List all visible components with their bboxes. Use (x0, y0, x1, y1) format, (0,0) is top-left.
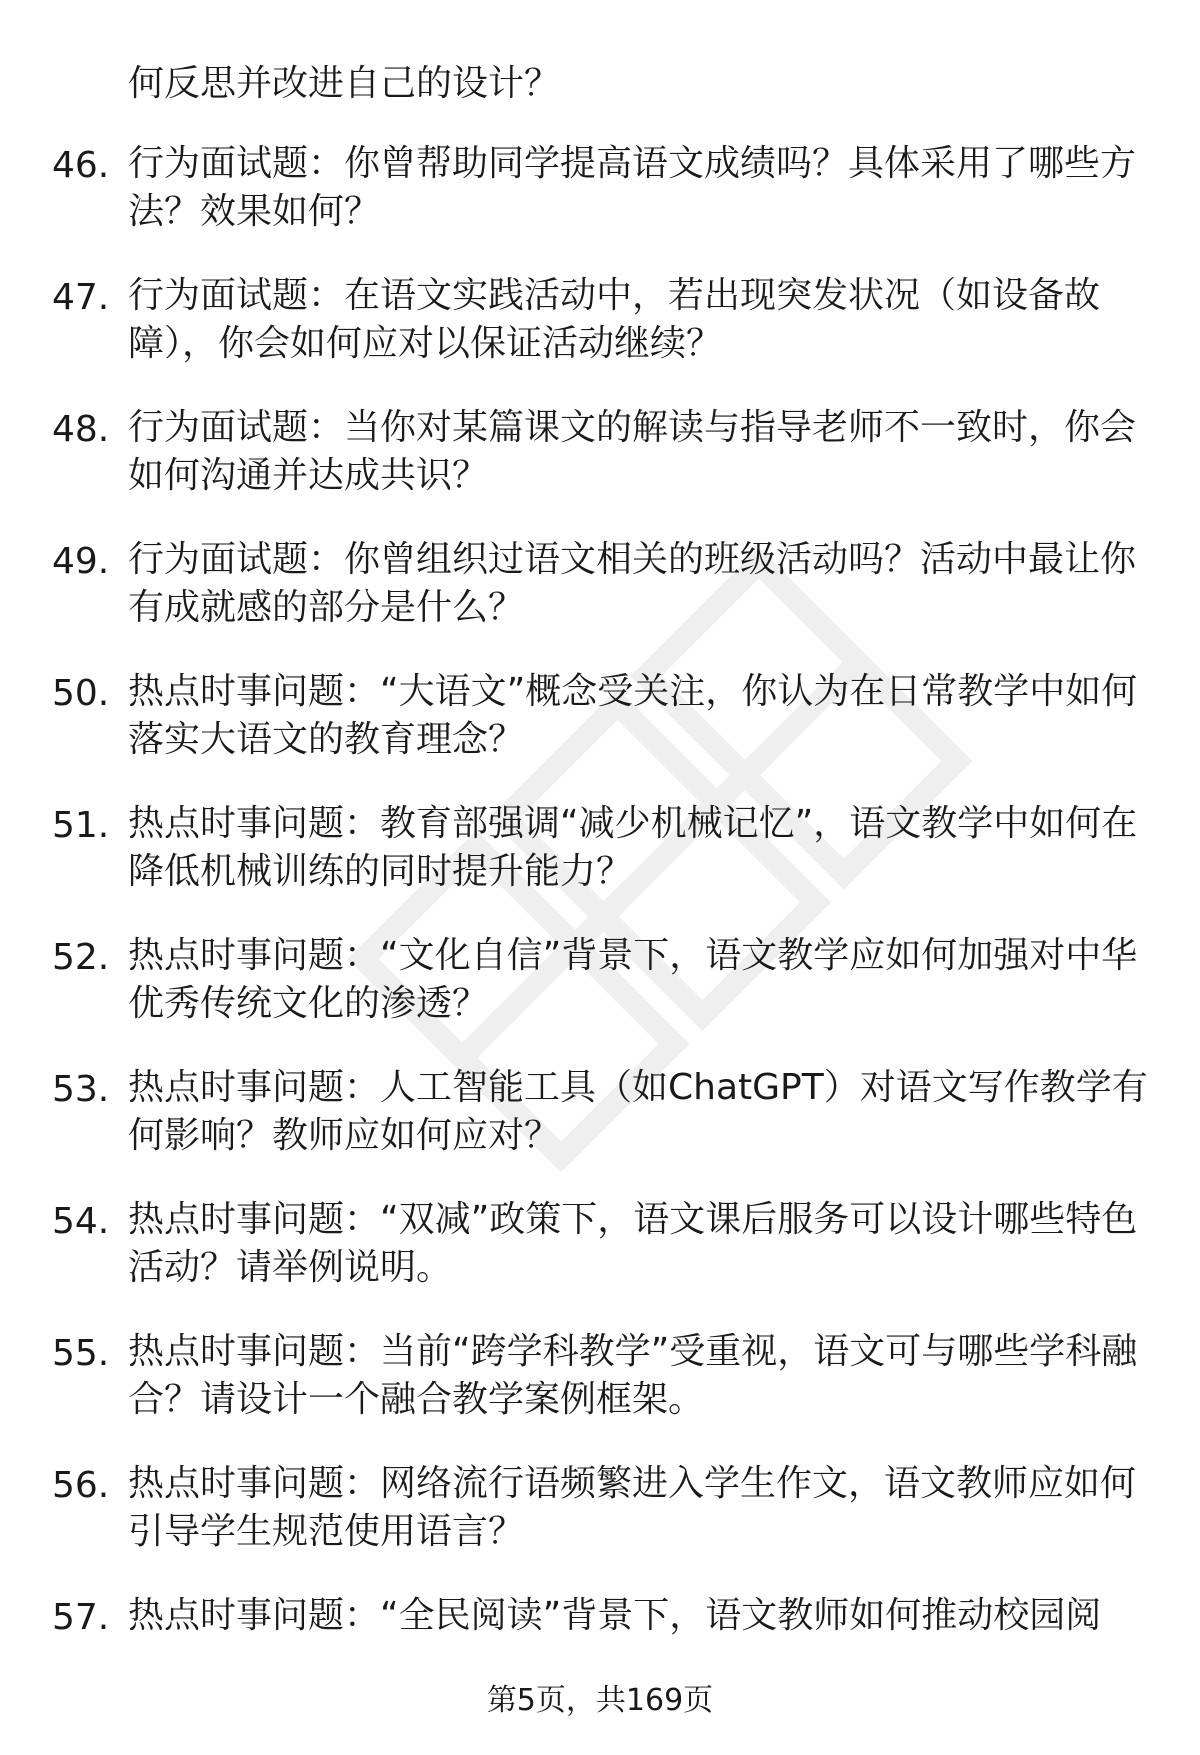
question-text: 热点时事问题：教育部强调“减少机械记忆”，语文教学中如何在降低机械训练的同时提升能力？ (128, 803, 1138, 892)
question-item (0, 1064, 1200, 1196)
question-item (0, 140, 1200, 272)
question-number: 47. (52, 277, 110, 318)
question-item (0, 800, 1200, 932)
question-item (0, 932, 1200, 1064)
question-item (0, 536, 1200, 668)
question-number: 56. (52, 1465, 110, 1506)
question-number: 48. (52, 409, 110, 450)
question-number: 50. (52, 673, 110, 714)
question-number: 51. (52, 805, 110, 846)
page-footer: 第5页，共169页 (486, 1683, 714, 1718)
question-item (0, 1328, 1200, 1460)
question-text: 热点时事问题：“大语文”概念受关注，你认为在日常教学中如何落实大语文的教育理念？ (128, 671, 1138, 760)
question-number: 53. (52, 1069, 110, 1110)
question-number: 49. (52, 541, 110, 582)
question-text: 热点时事问题：“全民阅读”背景下，语文教师如何推动校园阅 (128, 1595, 1102, 1636)
question-text: 热点时事问题：当前“跨学科教学”受重视，语文可与哪些学科融合？请设计一个融合教学案例框架。 (128, 1331, 1138, 1420)
continued-question-text: 何反思并改进自己的设计？ (128, 63, 561, 104)
question-text: 热点时事问题：“文化自信”背景下，语文教学应如何加强对中华优秀传统文化的渗透？ (128, 935, 1138, 1024)
question-item (0, 1196, 1200, 1328)
question-number: 55. (52, 1333, 110, 1374)
question-text: 热点时事问题：“双减”政策下，语文课后服务可以设计哪些特色活动？请举例说明。 (128, 1199, 1138, 1288)
question-number: 54. (52, 1201, 110, 1242)
question-number: 52. (52, 937, 110, 978)
question-number: 46. (52, 145, 110, 186)
question-number: 57. (52, 1597, 110, 1638)
question-item (0, 668, 1200, 800)
question-item (0, 272, 1200, 404)
question-list (0, 140, 1200, 1724)
question-text: 热点时事问题：网络流行语频繁进入学生作文，语文教师应如何引导学生规范使用语言？ (128, 1463, 1137, 1552)
question-item (0, 404, 1200, 536)
question-text: 行为面试题：当你对某篇课文的解读与指导老师不一致时，你会如何沟通并达成共识？ (128, 407, 1137, 496)
question-text: 行为面试题：你曾帮助同学提高语文成绩吗？具体采用了哪些方法？效果如何？ (128, 143, 1137, 232)
question-text: 热点时事问题：人工智能工具（如ChatGPT）对语文写作教学有何影响？教师应如何应对？ (128, 1067, 1148, 1156)
question-text: 行为面试题：你曾组织过语文相关的班级活动吗？活动中最让你有成就感的部分是什么？ (128, 539, 1137, 628)
question-item (0, 1460, 1200, 1592)
question-text: 行为面试题：在语文实践活动中，若出现突发状况（如设备故障），你会如何应对以保证活动继续？ (128, 275, 1101, 364)
